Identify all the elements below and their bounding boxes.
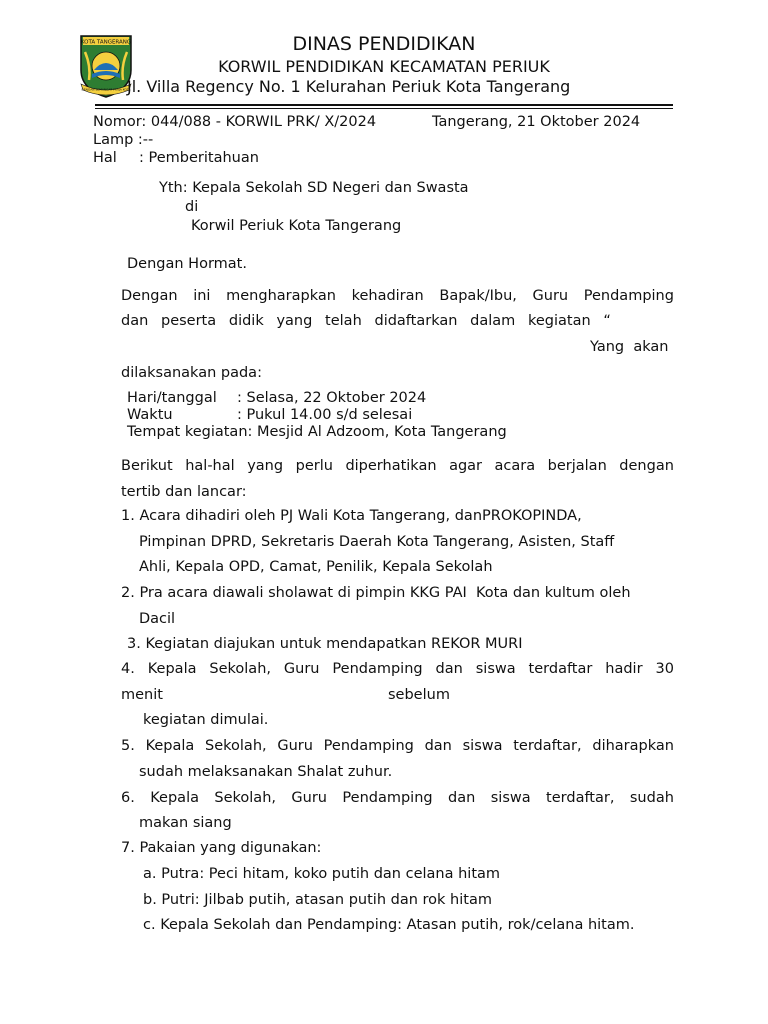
list-item: 2. Pra acara diawali sholawat di pimpin KKG PAI Kota dan kultum oleh — [121, 585, 631, 601]
svg-text:DENGAN SEMANGAT PRAJA KOTA: DENGAN SEMANGAT PRAJA KOTA — [81, 87, 131, 92]
list-item-continuation: Dacil — [139, 611, 176, 627]
schedule-place: Tempat kegiatan: Mesjid Al Adzoom, Kota Tangerang — [127, 424, 507, 440]
letter-date: Tangerang, 21 Oktober 2024 — [432, 114, 641, 130]
letterhead-divider-thin — [95, 108, 673, 109]
letter-subject: : Pemberitahuan — [139, 150, 259, 166]
list-item-continuation: sebelum — [388, 687, 450, 703]
list-item-continuation: Pimpinan DPRD, Sekretaris Daerah Kota Tangerang, Asisten, Staff — [139, 534, 615, 550]
intro-line: dilaksanakan pada: — [121, 365, 262, 381]
list-item: 4. Kepala Sekolah, Guru Pendamping dan siswa terdaftar hadir 30 — [121, 661, 674, 677]
recipient-line: Yth: Kepala Sekolah SD Negeri dan Swasta — [159, 180, 469, 196]
intro-line: dan peserta didik yang telah didaftarkan dalam kegiatan “ — [121, 313, 611, 329]
list-item-continuation: menit — [121, 687, 163, 703]
list-subitem: a. Putra: Peci hitam, koko putih dan celana hitam — [143, 866, 501, 882]
intro-line: Dengan ini mengharapkan kehadiran Bapak/Ibu, Guru Pendamping — [121, 288, 674, 304]
schedule-day-label: Hari/tanggal — [127, 390, 217, 406]
list-item: 7. Pakaian yang digunakan: — [121, 840, 322, 856]
greeting: Dengan Hormat. — [127, 256, 247, 272]
list-subitem: b. Putri: Jilbab putih, atasan putih dan rok hitam — [143, 892, 492, 908]
letterhead-divider — [95, 104, 673, 106]
list-item: 1. Acara dihadiri oleh PJ Wali Kota Tangerang, danPROKOPINDA, — [121, 508, 582, 524]
svg-text:KOTA TANGERANG: KOTA TANGERANG — [80, 39, 132, 46]
schedule-day-value: : Selasa, 22 Oktober 2024 — [237, 390, 427, 406]
list-item: 3. Kegiatan diajukan untuk mendapatkan REKOR MURI — [127, 636, 523, 652]
recipient-line: Korwil Periuk Kota Tangerang — [191, 218, 402, 234]
notes-intro-line: Berikut hal-hal yang perlu diperhatikan agar acara berjalan dengan — [121, 458, 674, 474]
letter-number: Nomor: 044/088 - KORWIL PRK/ X/2024 — [93, 114, 377, 130]
agency-subtitle: KORWIL PENDIDIKAN KECAMATAN PERIUK — [218, 57, 550, 76]
agency-address: Jl. Villa Regency No. 1 Kelurahan Periuk Kota Tangerang — [127, 77, 571, 96]
list-subitem: c. Kepala Sekolah dan Pendamping: Atasan putih, rok/celana hitam. — [143, 917, 635, 933]
intro-line: Yang akan — [590, 339, 669, 355]
list-item-continuation: sudah melaksanakan Shalat zuhur. — [139, 764, 393, 780]
notes-intro-line: tertib dan lancar: — [121, 484, 247, 500]
schedule-time-value: : Pukul 14.00 s/d selesai — [237, 407, 413, 423]
list-item: 6. Kepala Sekolah, Guru Pendamping dan siswa terdaftar, sudah — [121, 790, 674, 806]
list-item-continuation: Ahli, Kepala OPD, Camat, Penilik, Kepala Sekolah — [139, 559, 493, 575]
schedule-time-label: Waktu — [127, 407, 173, 423]
recipient-line: di — [185, 199, 199, 215]
list-item-continuation: kegiatan dimulai. — [143, 712, 269, 728]
agency-title: DINAS PENDIDIKAN — [292, 33, 476, 55]
list-item: 5. Kepala Sekolah, Guru Pendamping dan siswa terdaftar, diharapkan — [121, 738, 674, 754]
letter-attachment: Lamp :-- — [93, 132, 154, 148]
list-item-continuation: makan siang — [139, 815, 232, 831]
letter-subject-label: Hal — [93, 150, 117, 166]
